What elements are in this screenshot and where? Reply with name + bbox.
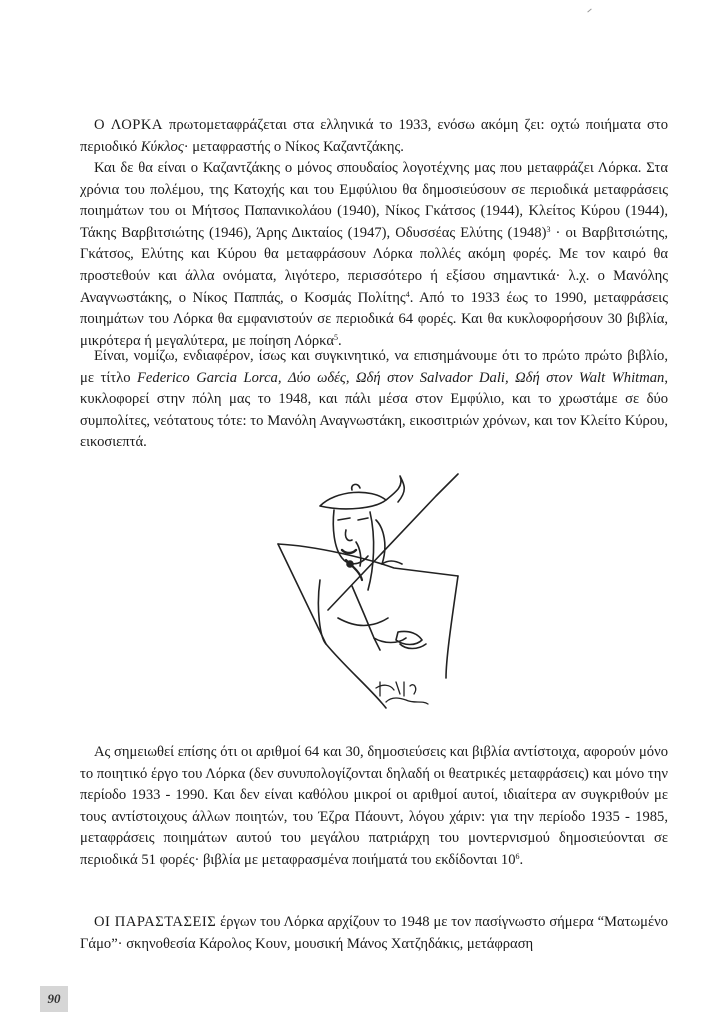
lead-in-performances: ΟΙ ΠΑΡΑΣΤΑΣΕΙΣ: [94, 914, 217, 930]
book-title: Federico Garcia Lorca, Δύο ωδές, Ωδή στον Salvador Dali, Ωδή στον Walt Whitman: [137, 369, 665, 386]
page-number: 90: [40, 986, 68, 1012]
paragraph-numbers-comparison: Ας σημειωθεί επίσης ότι οι αριθμοί 64 και 30, δημοσιεύσεις και βιβλία αντίστοιχα, αφορούν μόνο το ποιητικό έργο του Λόρκα (δεν συνυπολογίζονται δηλαδή οι θεατρικές μεταφράσεις) και μόνο την περίοδο 1933 - 1990. Και δεν είναι καθόλου μικροί οι αριθμοί αυτοί, ιδιαίτερα αν συγκριθούν με τους αντίστοιχους άλλων ποιητών, του Έζρα Πάουντ, λόγου χάριν: για την περίοδο 1935 - 1985, μεταφράσεις ποιημάτων αυτού του μεγάλου πατριάρχη του μοντερνισμού δημοσιεύονται σε περιοδικά 51 φορές· βιβλία με μεταφρασμένα ποιήματά του εκδίδονται $10^6$.: [80, 744, 668, 868]
journal-title: Κύκλος: [140, 138, 184, 155]
footnote-ref: 6: [515, 851, 520, 861]
footnote-ref: 5: [334, 332, 339, 342]
paragraph-intro: Ο ΛΟΡΚΑ πρωτομεταφράζεται στα ελληνικά το 1933, ενόσω ακόμη ζει: οχτώ ποιήματα στο περιοδικό Κύκλος· μεταφραστής ο Νίκος Καζαντζάκης.: [80, 117, 668, 155]
footnote-ref: 4: [405, 289, 410, 299]
scan-mark: [587, 9, 591, 13]
paragraph-first-book: Είναι, νομίζω, ενδιαφέρον, ίσως και συγκινητικό, να επισημάνουμε ότι το πρώτο πρώτο βιβλίο, με τίτλο Federico Garcia Lorca, Δύο ωδές, Ωδή στον Salvador Dali, Ωδή στον Walt Whitman, κυκλοφορεί στην πόλη μας το 1948, και πάλι μέσα στον Εμφύλιο, και το χρωστάμε σε δύο συμπολίτες, νεότατους τότε: το Μανόλη Αναγνωστάκη, εικοσιτριών χρόνων, και τον Κλείτο Κύρου, εικοσιεπτά.: [80, 348, 669, 451]
lorca-sketch-drawing: [276, 468, 462, 730]
paragraph-translators: Και δε θα είναι ο Καζαντζάκης ο μόνος σπουδαίος λογοτέχνης μας που μεταφράζει Λόρκα. Στα χρόνια του πολέμου, της Κατοχής και του Εμφύλιου θα δημοσιεύσουν σε περιοδικά μεταφράσεις ποιημάτων του οι Μήτσος Παπανικολάου (1940), Νίκος Γκάτσος (1944), Κλείτος Κύρου (1944), Τάκης Βαρβιτσιώτης (1946), Άρης Δικταίος (1947), Οδυσσέας Ελύτης $(1948)^3 \cdot o\iota$ Βαρβιτσιώτης, Γκάτσος, Ελύτης και Κύρου θα μεταφράσουν Λόρκα πολλές ακόμη φορές. Με τον καιρό θα προστεθούν και άλλα ονόματα, λιγότερο, περισσότερο ή εξίσου σημαντικά· λ.χ. ο Μανόλης Αναγνωστάκης, ο Νίκος Παππάς, ο Κοσμάς Πολίτης$^4$. Από το 1933 έως το 1990, μεταφράσεις ποιημάτων του Λόρκα θα εμφανιστούν σε περιοδικά 64 φορές. Και θα κυκλοφορήσουν 30 βιβλία, μικρότερα ή μεγαλύτερα, με ποίηση Λόρκα$^5$.: [80, 160, 668, 349]
footnote-ref: 3: [546, 224, 551, 234]
lead-in-lorca: Ο ΛΟΡΚΑ: [94, 117, 163, 133]
paragraph-performances: ΟΙ ΠΑΡΑΣΤΑΣΕΙΣ έργων του Λόρκα αρχίζουν το 1948 με τον πασίγνωστο σήμερα “Ματωμένο Γάμο”· σκηνοθεσία Κάρολος Κουν, μουσική Μάνος Χατζηδάκις, μετάφραση: [80, 914, 668, 952]
